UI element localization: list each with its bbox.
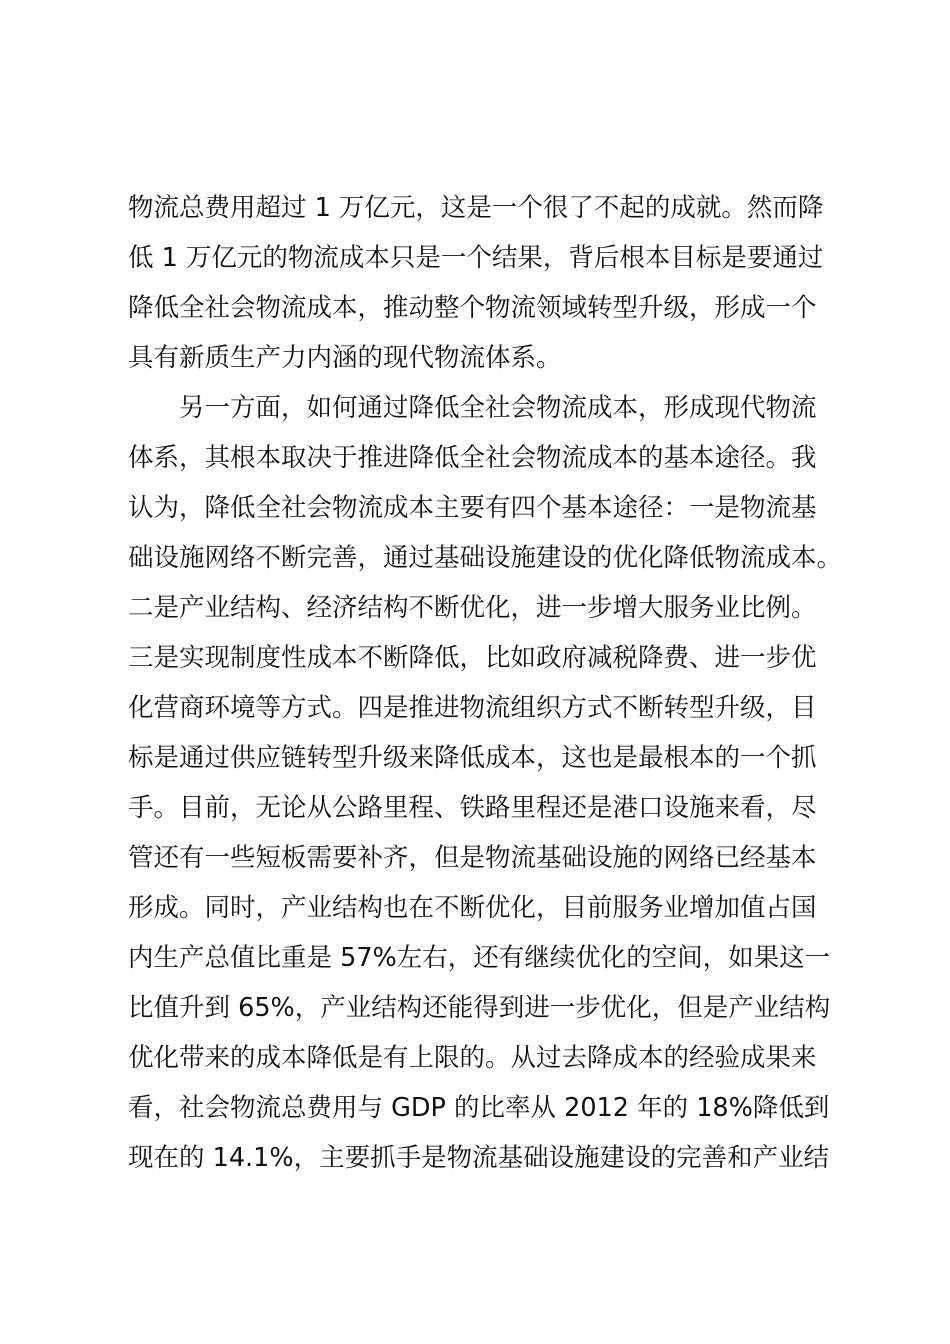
- text-line: 具有新质生产力内涵的现代物流体系。: [128, 343, 562, 373]
- text-line: 低 1 万亿元的物流成本只是一个结果，背后根本目标是要通过: [128, 243, 824, 273]
- text-line: 体系，其根本取决于推进降低全社会物流成本的基本途径。我: [128, 443, 817, 473]
- text-line: 形成。同时，产业结构也在不断优化，目前服务业增加值占国: [128, 893, 817, 923]
- text-line: 化营商环境等方式。四是推进物流组织方式不断转型升级，目: [128, 693, 817, 723]
- text-line: 二是产业结构、经济结构不断优化，进一步增大服务业比例。: [128, 593, 817, 623]
- text-line: 降低全社会物流成本，推动整个物流领域转型升级，形成一个: [128, 293, 817, 323]
- text-line: 看，社会物流总费用与 GDP 的比率从 2012 年的 18%降低到: [128, 1093, 830, 1123]
- text-line: 管还有一些短板需要补齐，但是物流基础设施的网络已经基本: [128, 843, 817, 873]
- text-line: 手。目前，无论从公路里程、铁路里程还是港口设施来看，尽: [128, 793, 817, 823]
- text-line: 另一方面，如何通过降低全社会物流成本，形成现代物流: [128, 393, 817, 423]
- text-line: 础设施网络不断完善，通过基础设施建设的优化降低物流成本。: [128, 543, 843, 573]
- text-line: 优化带来的成本降低是有上限的。从过去降成本的经验成果来: [128, 1043, 817, 1073]
- text-line: 三是实现制度性成本不断降低，比如政府减税降费、进一步优: [128, 643, 817, 673]
- text-line: 认为，降低全社会物流成本主要有四个基本途径：一是物流基: [128, 493, 817, 523]
- text-line: 标是通过供应链转型升级来降低成本，这也是最根本的一个抓: [128, 743, 817, 773]
- body-text: [128, 183, 848, 1183]
- text-line: 比值升到 65%，产业结构还能得到进一步优化，但是产业结构: [128, 993, 831, 1023]
- text-line: 物流总费用超过 1 万亿元，这是一个很了不起的成就。然而降: [128, 193, 824, 223]
- text-line: 内生产总值比重是 57%左右，还有继续优化的空间，如果这一: [128, 943, 831, 973]
- text-line: 现在的 14.1%，主要抓手是物流基础设施建设的完善和产业结: [128, 1143, 830, 1173]
